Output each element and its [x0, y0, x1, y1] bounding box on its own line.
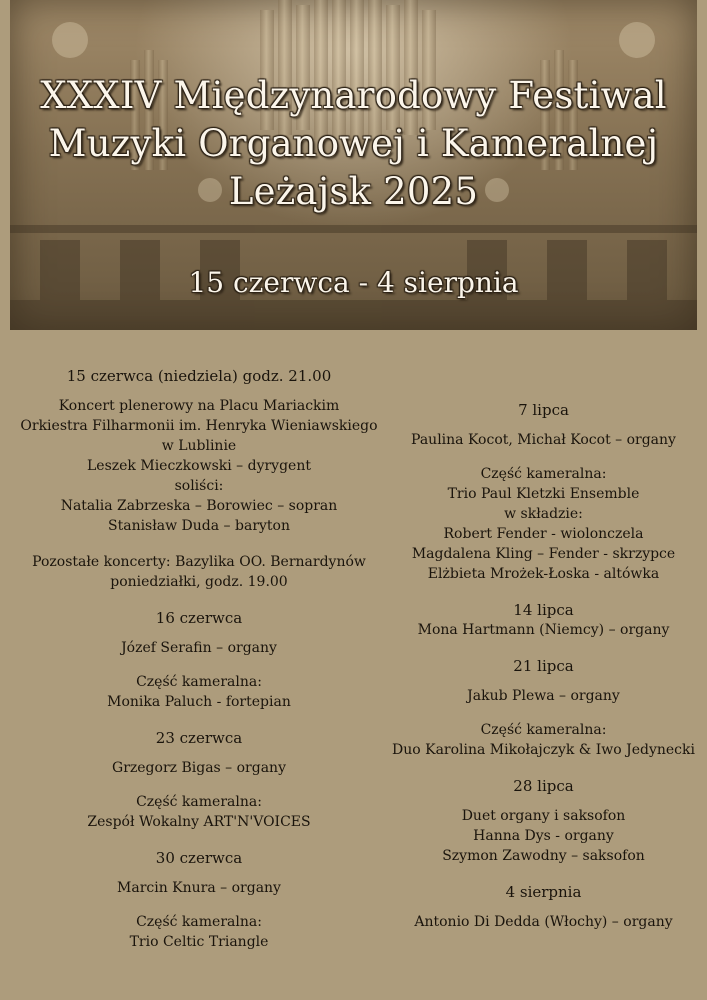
title-line: XXXIV Międzynarodowy Festiwal: [40, 74, 667, 117]
concert-organist: Paulina Kocot, Michał Kocot – organy: [411, 432, 676, 448]
chamber-line: Część kameralna:: [480, 466, 607, 482]
festival-dates: 15 czerwca - 4 sierpnia: [188, 266, 519, 299]
chamber-performer: Duo Karolina Mikołajczyk & Iwo Jedynecki: [391, 742, 695, 758]
other-concerts-info: Pozostałe koncerty: Bazylika OO. Bernardynów: [32, 554, 366, 570]
chamber-line: w składzie:: [504, 506, 583, 522]
chamber-line: Robert Fender - wiolonczela: [443, 526, 644, 542]
right-program-column: [380, 400, 707, 932]
chamber-label: Część kameralna:: [480, 722, 607, 738]
concert-organist: Antonio Di Dedda (Włochy) – organy: [414, 914, 673, 930]
concert-line: Szymon Zawodny – saksofon: [442, 848, 645, 864]
chamber-line: Elżbieta Mrożek-Łoska - altówka: [427, 566, 660, 582]
chamber-line: Trio Paul Kletzki Ensemble: [447, 486, 640, 502]
opening-line: Leszek Mieczkowski – dyrygent: [87, 458, 311, 474]
title-line: Muzyki Organowej i Kameralnej: [48, 122, 659, 165]
concert-date: 14 lipca: [513, 601, 574, 619]
concert-organist: Jakub Plewa – organy: [467, 688, 620, 704]
concert-date: 28 lipca: [513, 777, 574, 795]
chamber-line: Magdalena Kling – Fender - skrzypce: [411, 546, 676, 562]
concert-organist: Grzegorz Bigas – organy: [112, 760, 286, 776]
opening-heading: 15 czerwca (niedziela) godz. 21.00: [66, 367, 332, 385]
opening-line: Koncert plenerowy na Placu Mariackim: [58, 398, 340, 414]
concert-organist: Marcin Knura – organy: [117, 880, 281, 896]
opening-line: w Lublinie: [161, 438, 237, 454]
concert-line: Duet organy i saksofon: [461, 808, 626, 824]
concert-date: 23 czerwca: [155, 729, 243, 747]
left-program-column: [0, 366, 398, 952]
opening-line: Natalia Zabrzeska – Borowiec – sopran: [60, 498, 338, 514]
concert-date: 30 czerwca: [155, 849, 243, 867]
other-concerts-info: poniedziałki, godz. 19.00: [110, 574, 288, 590]
festival-title: [10, 72, 697, 216]
chamber-performer: Zespół Wokalny ART'N'VOICES: [87, 814, 311, 830]
concert-date: 21 lipca: [513, 657, 574, 675]
opening-line: soliści:: [174, 478, 224, 494]
concert-date: 7 lipca: [518, 401, 569, 419]
concert-date: 16 czerwca: [155, 609, 243, 627]
chamber-label: Część kameralna:: [136, 914, 262, 930]
concert-date: 4 sierpnia: [505, 883, 582, 901]
chamber-label: Część kameralna:: [136, 674, 262, 690]
opening-line: Orkiestra Filharmonii im. Henryka Wieniawskiego: [20, 418, 378, 434]
concert-organist: Mona Hartmann (Niemcy) – organy: [417, 622, 670, 638]
concert-line: Hanna Dys - organy: [473, 828, 614, 844]
organ-photo-banner: [10, 0, 697, 330]
chamber-label: Część kameralna:: [136, 794, 262, 810]
opening-line: Stanisław Duda – baryton: [108, 518, 290, 534]
chamber-performer: Monika Paluch - fortepian: [107, 694, 291, 710]
chamber-performer: Trio Celtic Triangle: [129, 934, 269, 950]
title-line: Leżajsk 2025: [228, 170, 479, 213]
concert-organist: Józef Serafin – organy: [121, 640, 277, 656]
